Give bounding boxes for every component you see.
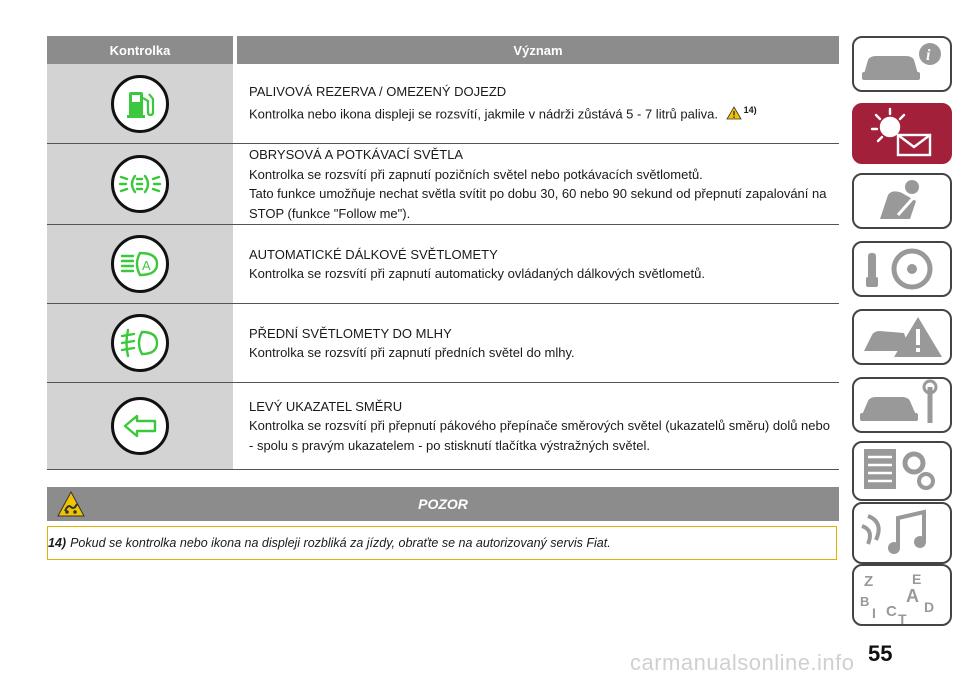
tab-driving[interactable] [852,241,952,297]
table-row [47,225,839,304]
svg-text:A: A [142,258,151,273]
tab-maintenance[interactable] [852,377,952,433]
auto-high-beam-icon [111,235,169,293]
tab-safety[interactable] [852,173,952,229]
header-vyznam: Význam [233,36,839,64]
svg-text:A: A [906,586,919,606]
left-turn-signal-icon [111,397,169,455]
row-description: Kontrolka se rozsvítí při přepnutí pákového přepínače směrových světel (ukazatelů směru) dolů nebo - spolu s pravým ukazatelem - po stisknutí tlačítka výstražných světel. [249,418,830,453]
svg-text:Z: Z [864,573,874,590]
safety-icon [854,175,950,227]
table-row [47,304,839,383]
svg-text:I: I [872,605,876,621]
technical-data-icon [854,443,950,499]
row-title: PŘEDNÍ SVĚTLOMETY DO MLHY [249,325,452,341]
tab-emergency[interactable] [852,309,952,365]
table-row [47,144,839,225]
header-kontrolka: Kontrolka [109,42,171,58]
warning-triangle-icon [726,106,742,126]
table-row [47,64,839,144]
pozor-text: Pokud se kontrolka nebo ikona na displeji rozbliká za jízdy, obraťte se na autorizovaný servis Fiat. [70,536,611,550]
row-description: Kontrolka se rozsvítí při zapnutí pozičních světel nebo potkávacích světlometů. [249,166,703,182]
row-title: LEVÝ UKAZATEL SMĚRU [249,398,403,414]
front-fog-lights-icon [111,314,169,372]
pozor-note [47,526,837,560]
index-icon [854,566,950,624]
car-info-icon [854,38,950,90]
tab-technical-data[interactable] [852,441,952,501]
warning-lights-table [47,36,839,470]
svg-text:T: T [898,611,907,624]
svg-text:C: C [886,603,897,620]
maintenance-icon [854,379,950,431]
driving-icon [854,243,950,295]
row-description: Tato funkce umožňuje nechat světla svítit po dobu 30, 60 nebo 90 sekund od přepnutí zapalování na STOP (funkce "Follow me"). [249,186,827,221]
side-lights-icon [111,155,169,213]
fuel-pump-icon [111,75,169,133]
footnote-ref: 14) [743,105,757,116]
table-header [47,36,839,64]
tab-index[interactable] [852,564,952,626]
row-title: PALIVOVÁ REZERVA / OMEZENÝ DOJEZD [249,83,507,99]
row-title: OBRYSOVÁ A POTKÁVACÍ SVĚTLA [249,147,464,162]
page-number: 55 [868,641,893,666]
row-description: Kontrolka se rozsvítí při zapnutí automaticky ovládaných dálkových světlometů. [249,266,705,281]
row-title: AUTOMATICKÉ DÁLKOVÉ SVĚTLOMETY [249,246,498,262]
emergency-icon [854,311,950,363]
svg-text:i: i [926,47,931,64]
pozor-title: POZOR [418,496,468,512]
watermark: carmanualsonline.info [630,650,855,675]
tab-warning-lights[interactable] [852,103,952,164]
table-row [47,383,839,470]
tab-car-info[interactable] [852,36,952,92]
row-description: Kontrolka nebo ikona displeji se rozsvítí, jakmile v nádrži zůstává 5 - 7 litrů paliva. [249,106,718,122]
multimedia-icon [854,504,950,562]
footnote-ref: 14) [48,536,67,550]
warning-lights-icon [854,105,950,163]
svg-text:E: E [912,571,922,587]
svg-text:D: D [924,599,935,615]
pozor-heading-bar [47,487,839,521]
tab-multimedia[interactable] [852,502,952,564]
row-description: Kontrolka se rozsvítí při zapnutí předních světel do mlhy. [249,345,575,360]
svg-text:B: B [860,594,870,609]
warning-triangle-icon [57,491,85,520]
